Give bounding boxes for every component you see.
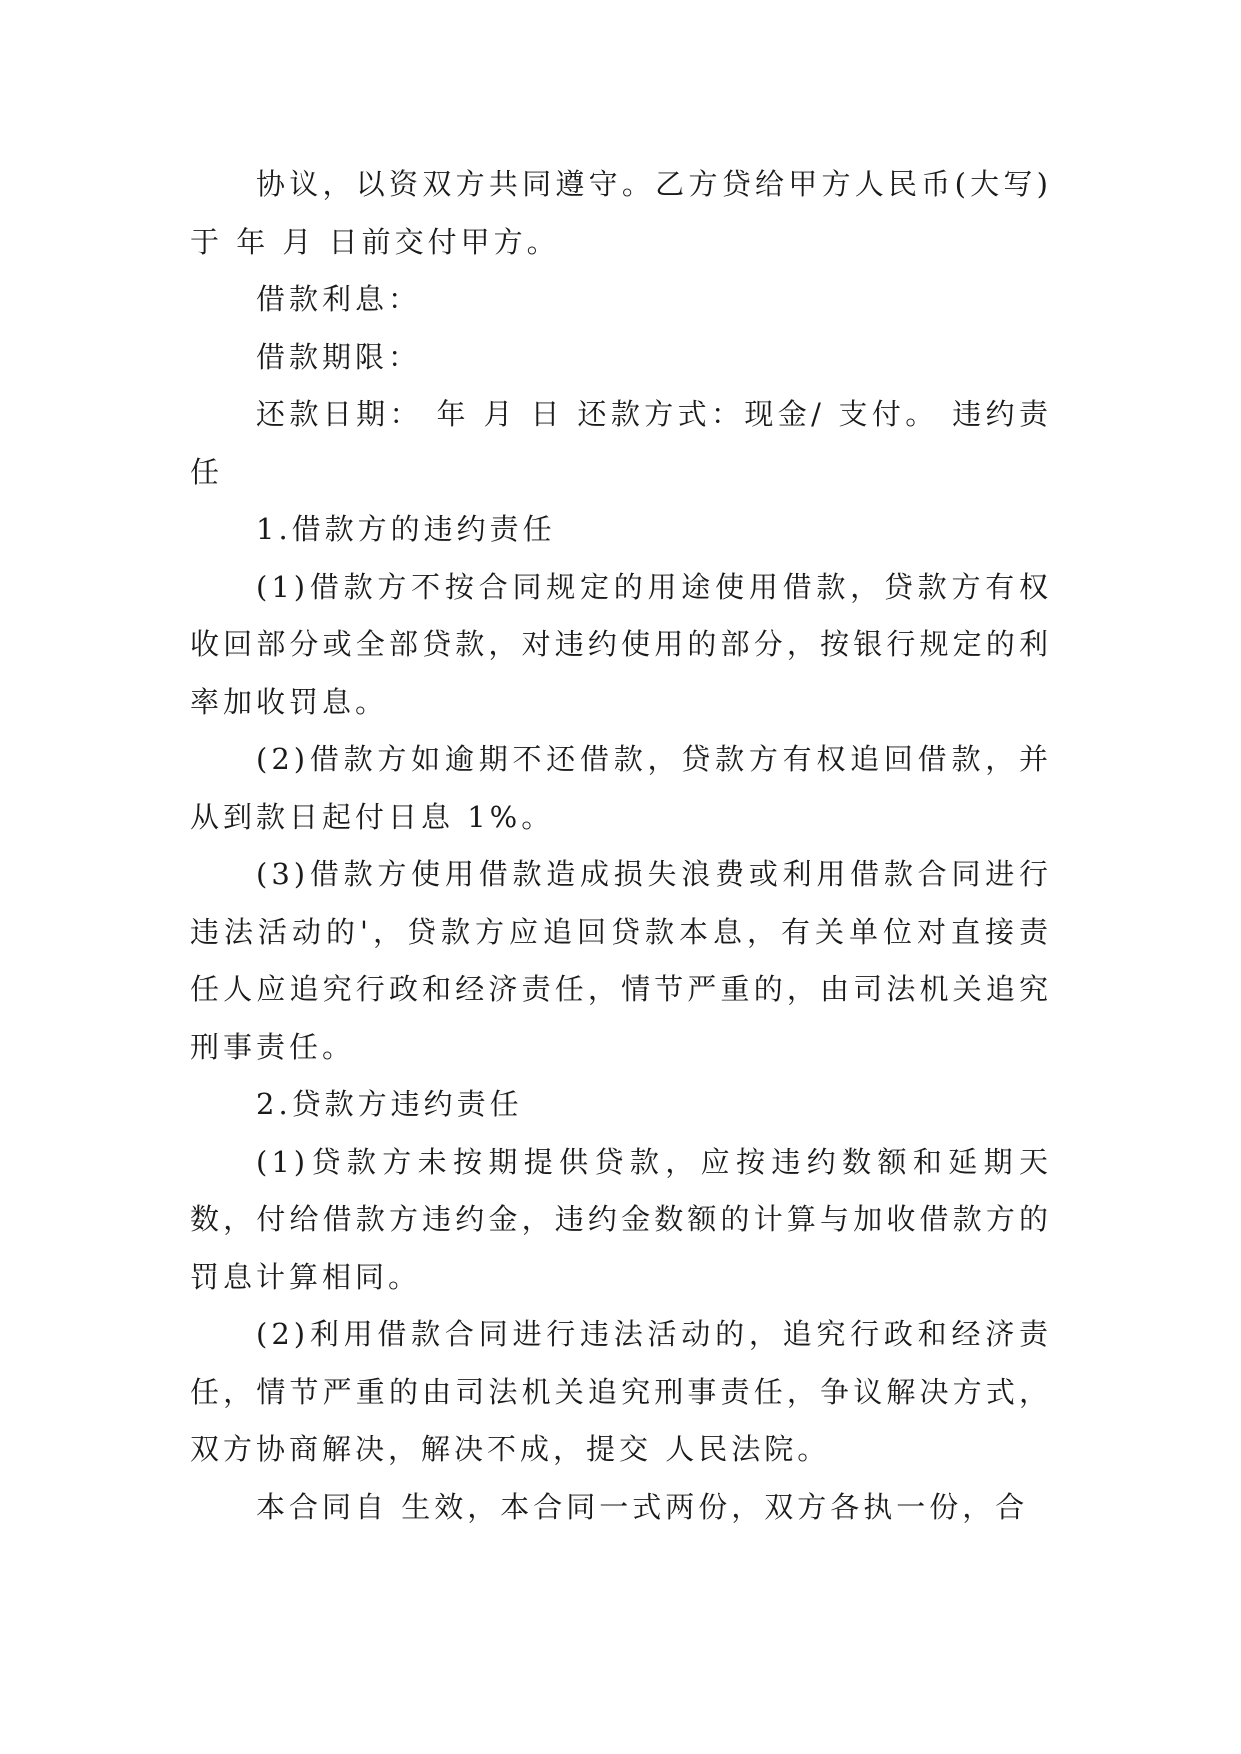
paragraph-repayment-date: 还款日期： 年 月 日 还款方式：现金/ 支付。 违约责任	[190, 397, 1052, 489]
heading-lender-liability: 2.贷款方违约责任	[256, 1087, 523, 1121]
paragraph-loan-interest: 借款利息：	[256, 282, 422, 316]
paragraph-lender-clause-2: (2)利用借款合同进行违法活动的，追究行政和经济责任，情节严重的由司法机关追究刑事责任，争议解决方式，双方协商解决，解决不成，提交 人民法院。	[190, 1317, 1052, 1466]
heading-borrower-liability: 1.借款方的违约责任	[256, 512, 556, 546]
paragraph-borrower-clause-1: (1)借款方不按合同规定的用途使用借款，贷款方有权收回部分或全部贷款，对违约使用的部分，按银行规定的利率加收罚息。	[190, 569, 1052, 719]
paragraph-loan-term: 借款期限：	[256, 339, 422, 374]
paragraph-lender-clause-1: (1)贷款方未按期提供贷款，应按违约数额和延期天数，付给借款方违约金，违约金数额的计算与加收借款方的罚息计算相同。	[190, 1144, 1052, 1294]
paragraph-contract-effect: 本合同自 生效，本合同一式两份，双方各执一份，合	[256, 1489, 1029, 1524]
paragraph-borrower-clause-3: (3)借款方使用借款造成损失浪费或利用借款合同进行违法活动的'，贷款方应追回贷款本息，有关单位对直接责任人应追究行政和经济责任，情节严重的，由司法机关追究刑事责任。	[190, 857, 1052, 1064]
paragraph-borrower-clause-2: (2)借款方如逾期不还借款，贷款方有权追回借款，并从到款日起付日息 1%。	[190, 742, 1052, 834]
paragraph-agreement-intro: 协议，以资双方共同遵守。乙方贷给甲方人民币(大写) 于 年 月 日前交付甲方。	[190, 167, 1052, 259]
document-body	[190, 156, 1052, 1536]
